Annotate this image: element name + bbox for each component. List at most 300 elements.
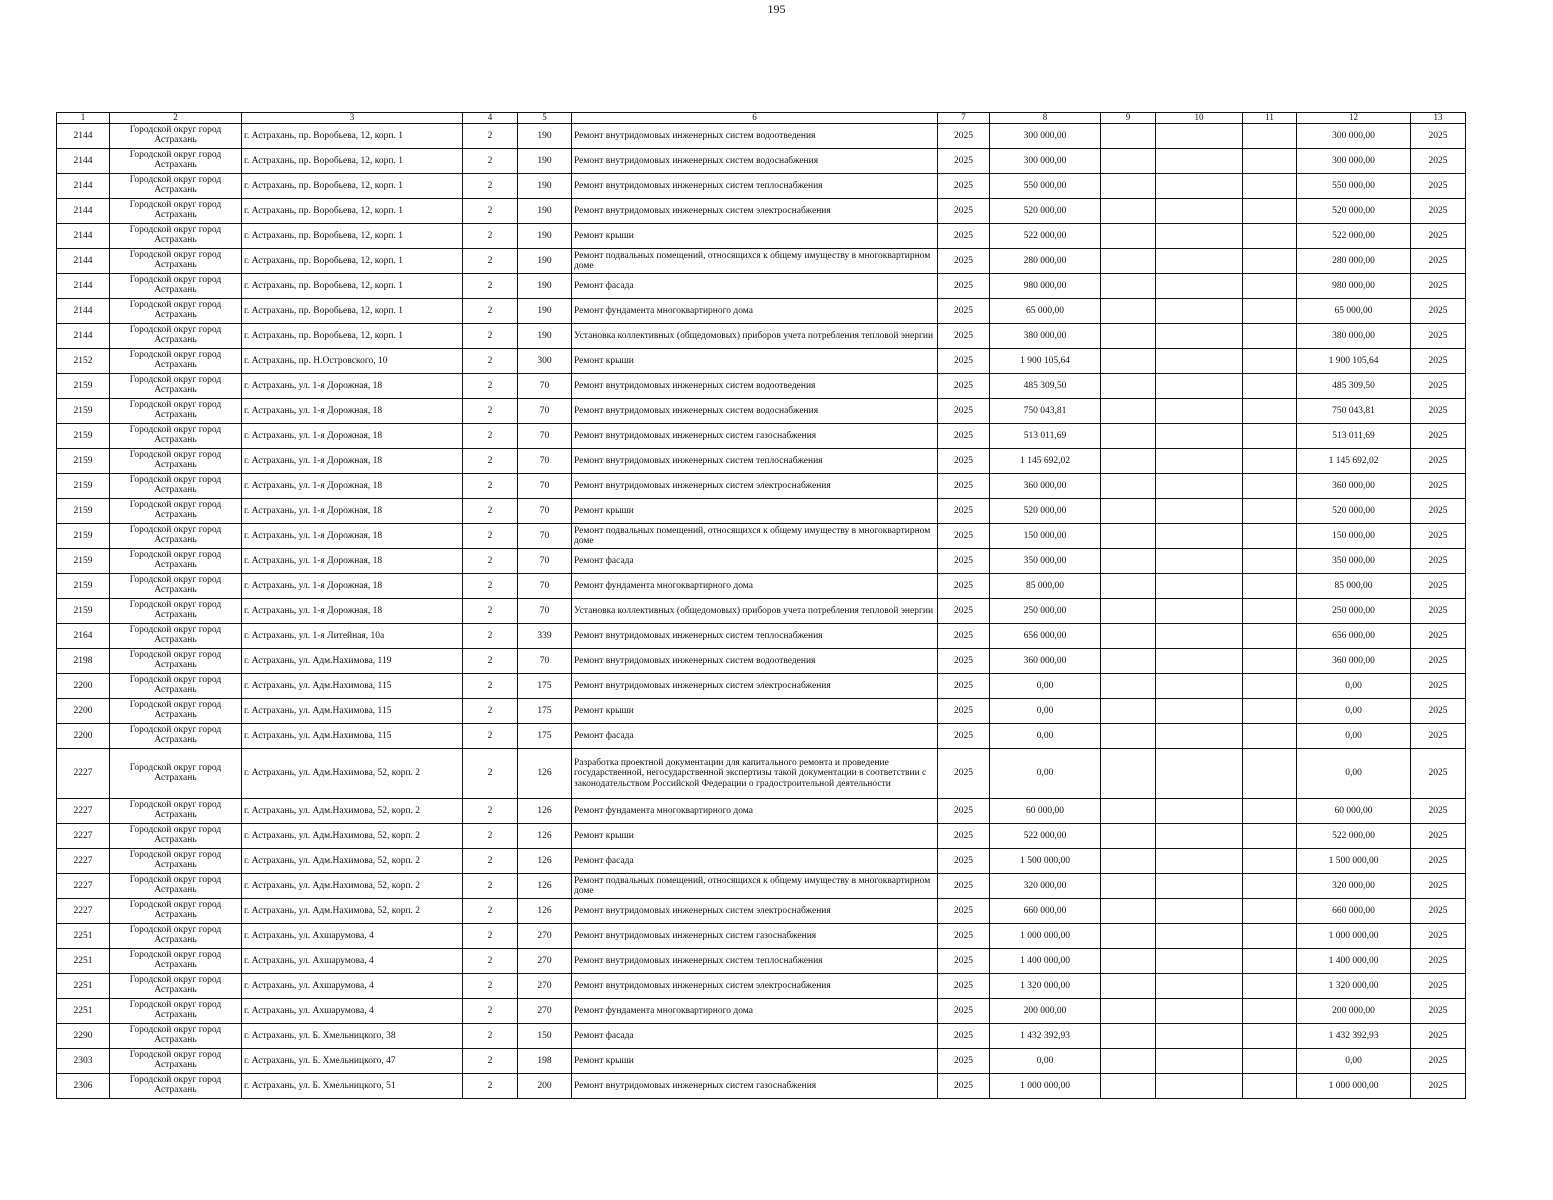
cell-number: 2290 <box>57 1024 110 1049</box>
cell-number: 2159 <box>57 549 110 574</box>
cell-col-9 <box>1101 1074 1156 1099</box>
cell-col-9 <box>1101 749 1156 799</box>
cell-municipality: Городской округ город Астрахань <box>110 649 242 674</box>
cell-col-5: 70 <box>518 524 572 549</box>
cell-col-4: 2 <box>463 599 518 624</box>
cell-col-9 <box>1101 499 1156 524</box>
cell-year: 2025 <box>938 574 990 599</box>
cell-col-10 <box>1156 349 1243 374</box>
cell-address: г. Астрахань, пр. Н.Островского, 10 <box>242 349 463 374</box>
cell-year: 2025 <box>938 424 990 449</box>
cell-col-5: 270 <box>518 999 572 1024</box>
cell-year: 2025 <box>938 824 990 849</box>
cell-municipality: Городской округ город Астрахань <box>110 299 242 324</box>
cell-col-9 <box>1101 899 1156 924</box>
cell-number: 2159 <box>57 524 110 549</box>
cell-col-4: 2 <box>463 324 518 349</box>
cell-municipality: Городской округ город Астрахань <box>110 174 242 199</box>
column-header: 1 <box>57 113 110 124</box>
table-row <box>57 1074 1466 1099</box>
cell-total: 660 000,00 <box>1297 899 1411 924</box>
cell-col-11 <box>1243 199 1297 224</box>
cell-address: г. Астрахань, ул. 1-я Дорожная, 18 <box>242 499 463 524</box>
cell-work-type: Ремонт крыши <box>572 499 938 524</box>
cell-col-5: 270 <box>518 924 572 949</box>
cell-cost: 522 000,00 <box>990 224 1101 249</box>
cell-address: г. Астрахань, ул. 1-я Дорожная, 18 <box>242 399 463 424</box>
cell-col-4: 2 <box>463 574 518 599</box>
cell-col-5: 70 <box>518 449 572 474</box>
cell-col-9 <box>1101 149 1156 174</box>
cell-municipality: Городской округ город Астрахань <box>110 899 242 924</box>
cell-total: 320 000,00 <box>1297 874 1411 899</box>
table-body <box>57 124 1466 1099</box>
cell-col-9 <box>1101 299 1156 324</box>
cell-address: г. Астрахань, пр. Воробьева, 12, корп. 1 <box>242 249 463 274</box>
cell-col-9 <box>1101 124 1156 149</box>
cell-address: г. Астрахань, ул. Адм.Нахимова, 52, корп. 2 <box>242 799 463 824</box>
cell-col-9 <box>1101 174 1156 199</box>
cell-cost: 1 320 000,00 <box>990 974 1101 999</box>
cell-address: г. Астрахань, ул. 1-я Дорожная, 18 <box>242 524 463 549</box>
cell-address: г. Астрахань, ул. 1-я Дорожная, 18 <box>242 374 463 399</box>
cell-plan-year: 2025 <box>1411 624 1466 649</box>
cell-col-4: 2 <box>463 424 518 449</box>
cell-year: 2025 <box>938 224 990 249</box>
cell-plan-year: 2025 <box>1411 1024 1466 1049</box>
cell-col-11 <box>1243 824 1297 849</box>
table-row <box>57 424 1466 449</box>
cell-plan-year: 2025 <box>1411 949 1466 974</box>
cell-cost: 550 000,00 <box>990 174 1101 199</box>
cell-number: 2227 <box>57 874 110 899</box>
cell-work-type: Ремонт подвальных помещений, относящихся к общему имуществу в многоквартирном доме <box>572 249 938 274</box>
cell-col-10 <box>1156 874 1243 899</box>
cell-total: 380 000,00 <box>1297 324 1411 349</box>
cell-work-type: Ремонт фасада <box>572 549 938 574</box>
cell-year: 2025 <box>938 174 990 199</box>
cell-total: 522 000,00 <box>1297 824 1411 849</box>
cell-col-11 <box>1243 849 1297 874</box>
cell-address: г. Астрахань, ул. Б. Хмельницкого, 38 <box>242 1024 463 1049</box>
cell-year: 2025 <box>938 624 990 649</box>
cell-municipality: Городской округ город Астрахань <box>110 674 242 699</box>
cell-number: 2227 <box>57 799 110 824</box>
cell-cost: 0,00 <box>990 674 1101 699</box>
cell-municipality: Городской округ город Астрахань <box>110 599 242 624</box>
cell-cost: 360 000,00 <box>990 474 1101 499</box>
cell-col-4: 2 <box>463 374 518 399</box>
cell-address: г. Астрахань, ул. Адм.Нахимова, 52, корп. 2 <box>242 849 463 874</box>
cell-cost: 350 000,00 <box>990 549 1101 574</box>
cell-number: 2251 <box>57 974 110 999</box>
cell-address: г. Астрахань, ул. Адм.Нахимова, 115 <box>242 699 463 724</box>
cell-municipality: Городской округ город Астрахань <box>110 399 242 424</box>
table-row <box>57 524 1466 549</box>
cell-cost: 520 000,00 <box>990 499 1101 524</box>
cell-col-5: 300 <box>518 349 572 374</box>
cell-address: г. Астрахань, ул. 1-я Дорожная, 18 <box>242 449 463 474</box>
cell-col-5: 70 <box>518 549 572 574</box>
cell-plan-year: 2025 <box>1411 399 1466 424</box>
cell-municipality: Городской округ город Астрахань <box>110 949 242 974</box>
cell-total: 750 043,81 <box>1297 399 1411 424</box>
cell-address: г. Астрахань, пр. Воробьева, 12, корп. 1 <box>242 124 463 149</box>
cell-cost: 750 043,81 <box>990 399 1101 424</box>
cell-total: 60 000,00 <box>1297 799 1411 824</box>
cell-plan-year: 2025 <box>1411 824 1466 849</box>
cell-address: г. Астрахань, ул. Адм.Нахимова, 115 <box>242 724 463 749</box>
cell-total: 350 000,00 <box>1297 549 1411 574</box>
cell-address: г. Астрахань, пр. Воробьева, 12, корп. 1 <box>242 174 463 199</box>
cell-col-11 <box>1243 274 1297 299</box>
cell-col-4: 2 <box>463 224 518 249</box>
table-row <box>57 224 1466 249</box>
cell-number: 2159 <box>57 399 110 424</box>
cell-col-5: 70 <box>518 399 572 424</box>
cell-total: 513 011,69 <box>1297 424 1411 449</box>
column-header: 6 <box>572 113 938 124</box>
cell-work-type: Ремонт внутридомовых инженерных систем электроснабжения <box>572 199 938 224</box>
cell-col-11 <box>1243 1049 1297 1074</box>
cell-cost: 200 000,00 <box>990 999 1101 1024</box>
page-number: 195 <box>767 2 786 16</box>
cell-col-11 <box>1243 724 1297 749</box>
cell-number: 2144 <box>57 249 110 274</box>
cell-municipality: Городской округ город Астрахань <box>110 424 242 449</box>
column-header: 4 <box>463 113 518 124</box>
table-row <box>57 949 1466 974</box>
column-header: 10 <box>1156 113 1243 124</box>
cell-col-4: 2 <box>463 499 518 524</box>
cell-work-type: Ремонт внутридомовых инженерных систем газоснабжения <box>572 1074 938 1099</box>
cell-col-11 <box>1243 874 1297 899</box>
cell-total: 360 000,00 <box>1297 649 1411 674</box>
cell-col-9 <box>1101 1049 1156 1074</box>
table-row <box>57 449 1466 474</box>
cell-address: г. Астрахань, ул. 1-я Дорожная, 18 <box>242 549 463 574</box>
cell-col-11 <box>1243 424 1297 449</box>
cell-col-11 <box>1243 524 1297 549</box>
cell-plan-year: 2025 <box>1411 299 1466 324</box>
cell-cost: 1 000 000,00 <box>990 924 1101 949</box>
cell-plan-year: 2025 <box>1411 324 1466 349</box>
cell-col-5: 70 <box>518 499 572 524</box>
cell-col-9 <box>1101 874 1156 899</box>
cell-number: 2227 <box>57 824 110 849</box>
cell-col-10 <box>1156 1074 1243 1099</box>
table-row <box>57 974 1466 999</box>
cell-col-10 <box>1156 374 1243 399</box>
cell-col-4: 2 <box>463 649 518 674</box>
cell-work-type: Ремонт внутридомовых инженерных систем теплоснабжения <box>572 949 938 974</box>
cell-col-11 <box>1243 674 1297 699</box>
cell-number: 2144 <box>57 324 110 349</box>
cell-work-type: Ремонт крыши <box>572 224 938 249</box>
cell-col-9 <box>1101 374 1156 399</box>
cell-col-9 <box>1101 924 1156 949</box>
cell-cost: 0,00 <box>990 724 1101 749</box>
cell-plan-year: 2025 <box>1411 474 1466 499</box>
cell-number: 2198 <box>57 649 110 674</box>
cell-address: г. Астрахань, ул. Адм.Нахимова, 115 <box>242 674 463 699</box>
cell-work-type: Установка коллективных (общедомовых) приборов учета потребления тепловой энергии <box>572 599 938 624</box>
cell-plan-year: 2025 <box>1411 274 1466 299</box>
cell-cost: 522 000,00 <box>990 824 1101 849</box>
cell-col-11 <box>1243 124 1297 149</box>
cell-col-4: 2 <box>463 749 518 799</box>
cell-col-11 <box>1243 949 1297 974</box>
cell-total: 656 000,00 <box>1297 624 1411 649</box>
cell-col-5: 126 <box>518 824 572 849</box>
table-row <box>57 749 1466 799</box>
table-row <box>57 624 1466 649</box>
cell-work-type: Разработка проектной документации для капитального ремонта и проведение государственной, негосударственной экспертизы такой документации в соответствии с законодательством Российской Федерации о градостроительной деятельности <box>572 749 938 799</box>
cell-cost: 60 000,00 <box>990 799 1101 824</box>
cell-col-11 <box>1243 549 1297 574</box>
table-row <box>57 599 1466 624</box>
cell-col-4: 2 <box>463 349 518 374</box>
cell-col-10 <box>1156 124 1243 149</box>
cell-col-11 <box>1243 449 1297 474</box>
cell-cost: 1 500 000,00 <box>990 849 1101 874</box>
cell-address: г. Астрахань, ул. Адм.Нахимова, 52, корп. 2 <box>242 749 463 799</box>
cell-work-type: Ремонт внутридомовых инженерных систем газоснабжения <box>572 424 938 449</box>
cell-col-5: 70 <box>518 574 572 599</box>
cell-municipality: Городской округ город Астрахань <box>110 324 242 349</box>
cell-col-5: 190 <box>518 149 572 174</box>
cell-col-10 <box>1156 674 1243 699</box>
cell-col-4: 2 <box>463 524 518 549</box>
cell-col-4: 2 <box>463 199 518 224</box>
cell-work-type: Ремонт внутридомовых инженерных систем теплоснабжения <box>572 449 938 474</box>
cell-municipality: Городской округ город Астрахань <box>110 1074 242 1099</box>
cell-number: 2144 <box>57 174 110 199</box>
cell-plan-year: 2025 <box>1411 749 1466 799</box>
cell-plan-year: 2025 <box>1411 449 1466 474</box>
cell-col-5: 70 <box>518 474 572 499</box>
cell-plan-year: 2025 <box>1411 249 1466 274</box>
cell-total: 65 000,00 <box>1297 299 1411 324</box>
cell-cost: 513 011,69 <box>990 424 1101 449</box>
cell-cost: 320 000,00 <box>990 874 1101 899</box>
cell-col-9 <box>1101 599 1156 624</box>
cell-cost: 485 309,50 <box>990 374 1101 399</box>
cell-col-9 <box>1101 399 1156 424</box>
table-row <box>57 724 1466 749</box>
cell-year: 2025 <box>938 874 990 899</box>
cell-year: 2025 <box>938 399 990 424</box>
cell-municipality: Городской округ город Астрахань <box>110 549 242 574</box>
cell-number: 2251 <box>57 924 110 949</box>
cell-plan-year: 2025 <box>1411 174 1466 199</box>
cell-col-10 <box>1156 399 1243 424</box>
cell-work-type: Ремонт внутридомовых инженерных систем электроснабжения <box>572 474 938 499</box>
column-header: 9 <box>1101 113 1156 124</box>
cell-col-9 <box>1101 674 1156 699</box>
cell-cost: 300 000,00 <box>990 149 1101 174</box>
cell-cost: 0,00 <box>990 749 1101 799</box>
cell-col-10 <box>1156 849 1243 874</box>
cell-number: 2251 <box>57 949 110 974</box>
cell-plan-year: 2025 <box>1411 599 1466 624</box>
cell-col-4: 2 <box>463 1024 518 1049</box>
cell-col-9 <box>1101 249 1156 274</box>
cell-year: 2025 <box>938 1024 990 1049</box>
cell-col-4: 2 <box>463 799 518 824</box>
cell-total: 980 000,00 <box>1297 274 1411 299</box>
cell-col-10 <box>1156 249 1243 274</box>
cell-col-5: 190 <box>518 249 572 274</box>
cell-col-4: 2 <box>463 474 518 499</box>
cell-col-10 <box>1156 174 1243 199</box>
cell-col-10 <box>1156 999 1243 1024</box>
cell-col-5: 126 <box>518 749 572 799</box>
cell-col-4: 2 <box>463 399 518 424</box>
cell-col-11 <box>1243 224 1297 249</box>
cell-col-11 <box>1243 999 1297 1024</box>
cell-col-4: 2 <box>463 449 518 474</box>
table-row <box>57 674 1466 699</box>
cell-work-type: Ремонт внутридомовых инженерных систем водоотведения <box>572 124 938 149</box>
cell-col-9 <box>1101 574 1156 599</box>
table-row <box>57 324 1466 349</box>
cell-year: 2025 <box>938 599 990 624</box>
cell-address: г. Астрахань, ул. Адм.Нахимова, 52, корп. 2 <box>242 899 463 924</box>
cell-col-11 <box>1243 624 1297 649</box>
cell-address: г. Астрахань, пр. Воробьева, 12, корп. 1 <box>242 199 463 224</box>
cell-col-11 <box>1243 574 1297 599</box>
cell-work-type: Ремонт крыши <box>572 349 938 374</box>
capital-repair-table <box>56 112 1466 1099</box>
cell-municipality: Городской округ город Астрахань <box>110 499 242 524</box>
column-header: 8 <box>990 113 1101 124</box>
cell-total: 200 000,00 <box>1297 999 1411 1024</box>
cell-col-4: 2 <box>463 549 518 574</box>
cell-total: 0,00 <box>1297 674 1411 699</box>
cell-col-9 <box>1101 699 1156 724</box>
cell-plan-year: 2025 <box>1411 574 1466 599</box>
cell-cost: 360 000,00 <box>990 649 1101 674</box>
cell-work-type: Ремонт фундамента многоквартирного дома <box>572 574 938 599</box>
cell-cost: 520 000,00 <box>990 199 1101 224</box>
cell-col-11 <box>1243 599 1297 624</box>
cell-col-10 <box>1156 449 1243 474</box>
cell-col-10 <box>1156 799 1243 824</box>
cell-col-11 <box>1243 1024 1297 1049</box>
cell-col-10 <box>1156 424 1243 449</box>
cell-year: 2025 <box>938 274 990 299</box>
cell-col-11 <box>1243 249 1297 274</box>
cell-total: 1 000 000,00 <box>1297 1074 1411 1099</box>
cell-col-10 <box>1156 324 1243 349</box>
cell-col-4: 2 <box>463 699 518 724</box>
cell-work-type: Ремонт фасада <box>572 274 938 299</box>
table-row <box>57 549 1466 574</box>
cell-col-11 <box>1243 149 1297 174</box>
cell-col-9 <box>1101 849 1156 874</box>
cell-col-9 <box>1101 324 1156 349</box>
cell-work-type: Ремонт крыши <box>572 699 938 724</box>
cell-year: 2025 <box>938 249 990 274</box>
cell-work-type: Ремонт крыши <box>572 1049 938 1074</box>
cell-col-9 <box>1101 224 1156 249</box>
cell-municipality: Городской округ город Астрахань <box>110 924 242 949</box>
cell-col-11 <box>1243 499 1297 524</box>
cell-plan-year: 2025 <box>1411 524 1466 549</box>
cell-col-11 <box>1243 749 1297 799</box>
cell-col-4: 2 <box>463 674 518 699</box>
cell-col-5: 70 <box>518 374 572 399</box>
table-row <box>57 1024 1466 1049</box>
cell-cost: 150 000,00 <box>990 524 1101 549</box>
cell-total: 1 145 692,02 <box>1297 449 1411 474</box>
cell-col-10 <box>1156 974 1243 999</box>
cell-work-type: Ремонт фундамента многоквартирного дома <box>572 999 938 1024</box>
cell-municipality: Городской округ город Астрахань <box>110 349 242 374</box>
cell-address: г. Астрахань, пр. Воробьева, 12, корп. 1 <box>242 224 463 249</box>
cell-col-4: 2 <box>463 149 518 174</box>
cell-address: г. Астрахань, ул. 1-я Литейная, 10а <box>242 624 463 649</box>
cell-col-4: 2 <box>463 274 518 299</box>
cell-plan-year: 2025 <box>1411 199 1466 224</box>
cell-year: 2025 <box>938 374 990 399</box>
table-row <box>57 874 1466 899</box>
cell-address: г. Астрахань, ул. Адм.Нахимова, 52, корп. 2 <box>242 824 463 849</box>
cell-col-4: 2 <box>463 1074 518 1099</box>
cell-year: 2025 <box>938 199 990 224</box>
cell-col-4: 2 <box>463 724 518 749</box>
cell-col-9 <box>1101 649 1156 674</box>
table-row <box>57 349 1466 374</box>
cell-year: 2025 <box>938 474 990 499</box>
cell-col-5: 70 <box>518 649 572 674</box>
cell-col-11 <box>1243 474 1297 499</box>
cell-total: 485 309,50 <box>1297 374 1411 399</box>
cell-col-11 <box>1243 324 1297 349</box>
cell-number: 2200 <box>57 674 110 699</box>
cell-col-11 <box>1243 299 1297 324</box>
cell-total: 0,00 <box>1297 749 1411 799</box>
cell-municipality: Городской округ город Астрахань <box>110 124 242 149</box>
cell-cost: 0,00 <box>990 1049 1101 1074</box>
cell-col-9 <box>1101 724 1156 749</box>
table-row <box>57 399 1466 424</box>
cell-year: 2025 <box>938 699 990 724</box>
cell-plan-year: 2025 <box>1411 1074 1466 1099</box>
cell-col-11 <box>1243 349 1297 374</box>
cell-col-4: 2 <box>463 299 518 324</box>
cell-plan-year: 2025 <box>1411 924 1466 949</box>
cell-col-11 <box>1243 374 1297 399</box>
cell-col-10 <box>1156 924 1243 949</box>
cell-col-10 <box>1156 699 1243 724</box>
cell-work-type: Ремонт внутридомовых инженерных систем водоснабжения <box>572 399 938 424</box>
cell-col-9 <box>1101 549 1156 574</box>
cell-col-5: 198 <box>518 1049 572 1074</box>
cell-plan-year: 2025 <box>1411 149 1466 174</box>
cell-work-type: Ремонт крыши <box>572 824 938 849</box>
column-header: 5 <box>518 113 572 124</box>
cell-col-10 <box>1156 574 1243 599</box>
cell-work-type: Ремонт внутридомовых инженерных систем водоотведения <box>572 374 938 399</box>
table-row <box>57 474 1466 499</box>
cell-work-type: Ремонт внутридомовых инженерных систем водоотведения <box>572 649 938 674</box>
cell-col-11 <box>1243 899 1297 924</box>
cell-total: 0,00 <box>1297 724 1411 749</box>
cell-total: 1 000 000,00 <box>1297 924 1411 949</box>
cell-col-4: 2 <box>463 849 518 874</box>
